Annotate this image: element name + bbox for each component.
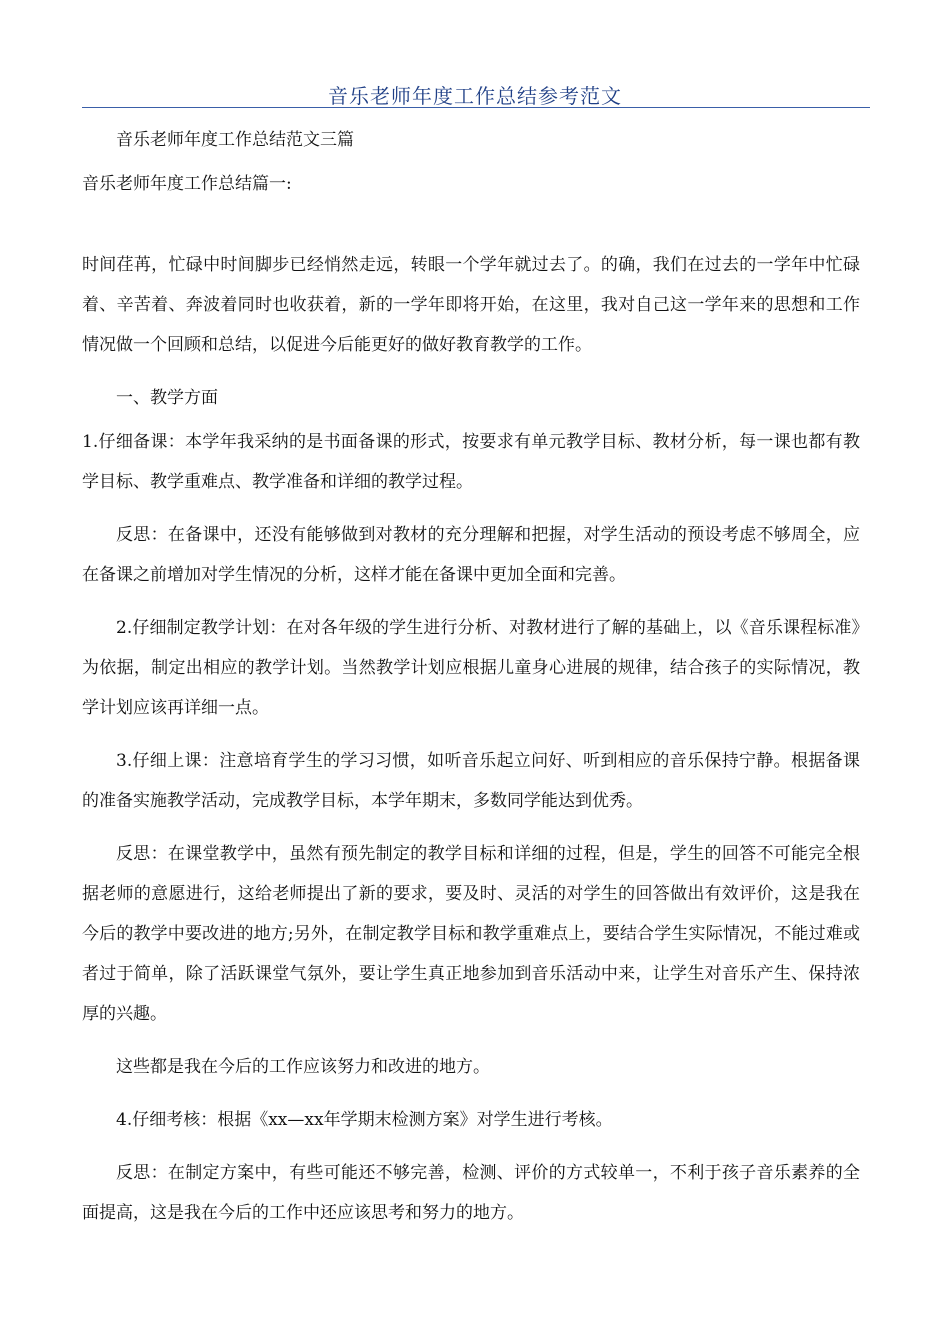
part-heading: 音乐老师年度工作总结篇一: <box>82 174 292 194</box>
section-heading: 一、教学方面 <box>116 388 218 408</box>
intro-paragraph: 时间荏苒，忙碌中时间脚步已经悄然走远，转眼一个学年就过去了。的确，我们在过去的一学年中忙碌着、辛苦着、奔波着同时也收获着，新的一学年即将开始，在这里，我对自己这一学年来的思想和工作情况做一个回顾和总结，以促进今后能更好的做好教育教学的工作。 <box>82 255 860 355</box>
header-divider <box>82 107 870 108</box>
item-3-paragraph: 3.仔细上课：注意培育学生的学习习惯，如听音乐起立问好、听到相应的音乐保持宁静。根据备课的准备实施教学活动，完成教学目标，本学年期末，多数同学能达到优秀。 <box>82 751 860 811</box>
item-4-paragraph: 4.仔细考核：根据《xx—xx年学期末检测方案》对学生进行考核。 <box>116 1110 613 1130</box>
reflection-3-paragraph: 反思：在课堂教学中，虽然有预先制定的教学目标和详细的过程，但是，学生的回答不可能完全根据老师的意愿进行，这给老师提出了新的要求，要及时、灵活的对学生的回答做出有效评价，这是我在今后的教学中要改进的地方;另外，在制定教学目标和教学重难点上，要结合学生实际情况，不能过难或者过于简单，除了活跃课堂气氛外，要让学生真正地参加到音乐活动中来，让学生对音乐产生、保持浓厚的兴趣。 <box>82 844 860 1024</box>
reflection-1-paragraph: 反思：在备课中，还没有能够做到对教材的充分理解和把握，对学生活动的预设考虑不够周全，应在备课之前增加对学生情况的分析，这样才能在备课中更加全面和完善。 <box>82 525 860 585</box>
subtitle: 音乐老师年度工作总结范文三篇 <box>116 130 354 150</box>
item-1-paragraph: 1.仔细备课：本学年我采纳的是书面备课的形式，按要求有单元教学目标、教材分析，每一课也都有教学目标、教学重难点、教学准备和详细的教学过程。 <box>82 432 860 492</box>
reflection-4-paragraph: 反思：在制定方案中，有些可能还不够完善，检测、评价的方式较单一，不利于孩子音乐素养的全面提高，这是我在今后的工作中还应该思考和努力的地方。 <box>82 1163 860 1223</box>
item-2-paragraph: 2.仔细制定教学计划：在对各年级的学生进行分析、对教材进行了解的基础上，以《音乐课程标准》为依据，制定出相应的教学计划。当然教学计划应根据儿童身心进展的规律，结合孩子的实际情况，教学计划应该再详细一点。 <box>82 618 860 718</box>
summary-paragraph: 这些都是我在今后的工作应该努力和改进的地方。 <box>116 1057 490 1077</box>
page-title: 音乐老师年度工作总结参考范文 <box>328 84 622 108</box>
document-body <box>82 120 860 1233</box>
